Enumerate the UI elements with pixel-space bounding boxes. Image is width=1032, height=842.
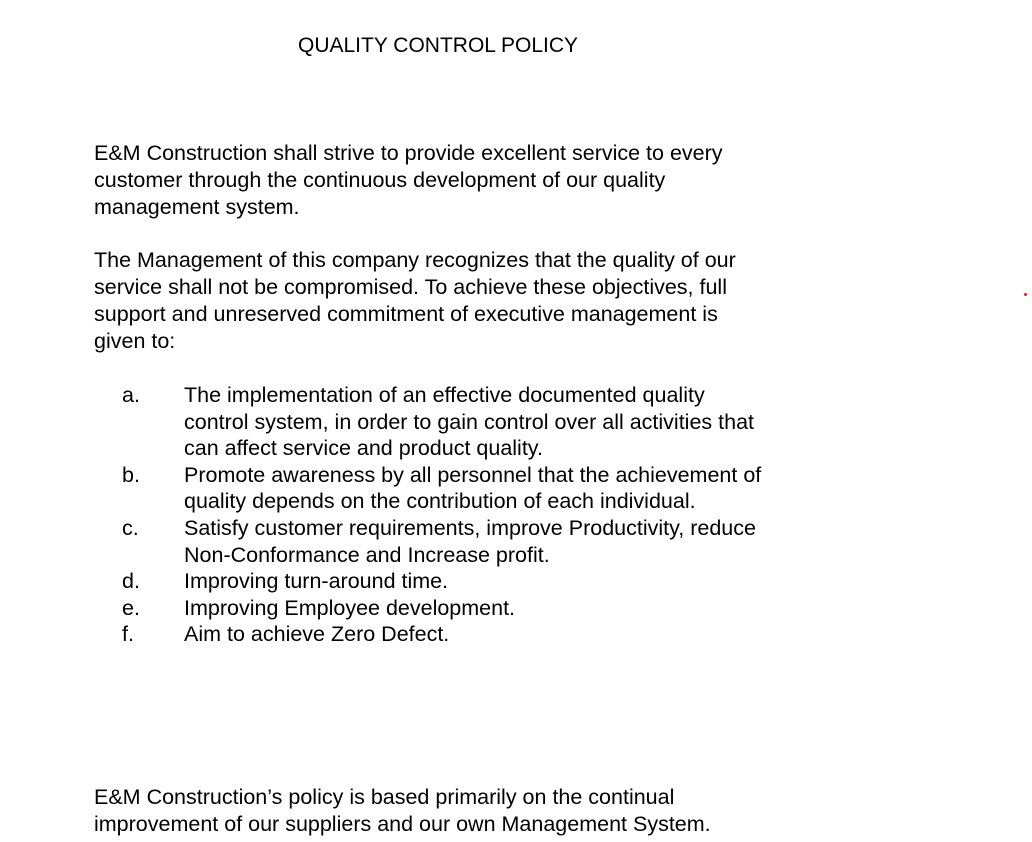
list-item-text (184, 382, 761, 462)
list-item (0, 382, 761, 462)
intro-line: E&M Construction shall strive to provide excellent service to every (94, 141, 723, 165)
list-marker: a. (122, 383, 140, 407)
list-marker: e. (122, 595, 140, 620)
list-item-text (184, 621, 761, 648)
intro-line: customer through the continuous development of our quality (94, 168, 666, 192)
closing-line: E&M Construction’s policy is based primarily on the continual (94, 785, 675, 809)
list-item-text (184, 515, 761, 568)
list-item-text (184, 595, 761, 622)
list-marker: c. (122, 515, 139, 540)
list-item (0, 595, 761, 622)
list-item-line: control system, in order to gain control over all activities that (184, 409, 755, 434)
list-item-line: can affect service and product quality. (184, 436, 543, 461)
closing-paragraph (94, 784, 711, 838)
page-title: QUALITY CONTROL POLICY (298, 34, 579, 57)
intro-paragraph (94, 140, 723, 221)
closing-line: improvement of our suppliers and our own Management System. (94, 812, 711, 836)
list-item-text (184, 568, 761, 595)
list-item (0, 621, 761, 648)
commitment-paragraph (94, 247, 736, 355)
list-item-line: Improving turn-around time. (184, 569, 449, 594)
list-item (0, 515, 761, 568)
list-item-line: The implementation of an effective documented quality (184, 383, 705, 407)
commitment-line: support and unreserved commitment of executive management is (94, 302, 718, 326)
list-marker: d. (122, 569, 140, 594)
commitment-line: The Management of this company recognizes that the quality of our (94, 248, 736, 272)
stray-red-mark (1024, 293, 1027, 296)
list-item (0, 568, 761, 595)
list-item-line: Improving Employee development. (184, 595, 516, 620)
list-marker: b. (122, 462, 140, 487)
list-item-line: Aim to achieve Zero Defect. (184, 622, 450, 647)
list-item-line: quality depends on the contribution of each individual. (184, 489, 696, 514)
list-item-line: Satisfy customer requirements, improve Productivity, reduce (184, 515, 756, 540)
list-item-line: Non-Conformance and Increase profit. (184, 542, 550, 567)
list-item-line: Promote awareness by all personnel that the achievement of (184, 462, 762, 487)
policy-list (0, 382, 761, 648)
intro-line: management system. (94, 195, 300, 219)
list-item-text (184, 462, 761, 515)
list-marker: f. (122, 622, 134, 647)
commitment-line: given to: (94, 329, 176, 353)
commitment-line: service shall not be compromised. To achieve these objectives, full (94, 275, 727, 299)
list-item (0, 462, 761, 515)
